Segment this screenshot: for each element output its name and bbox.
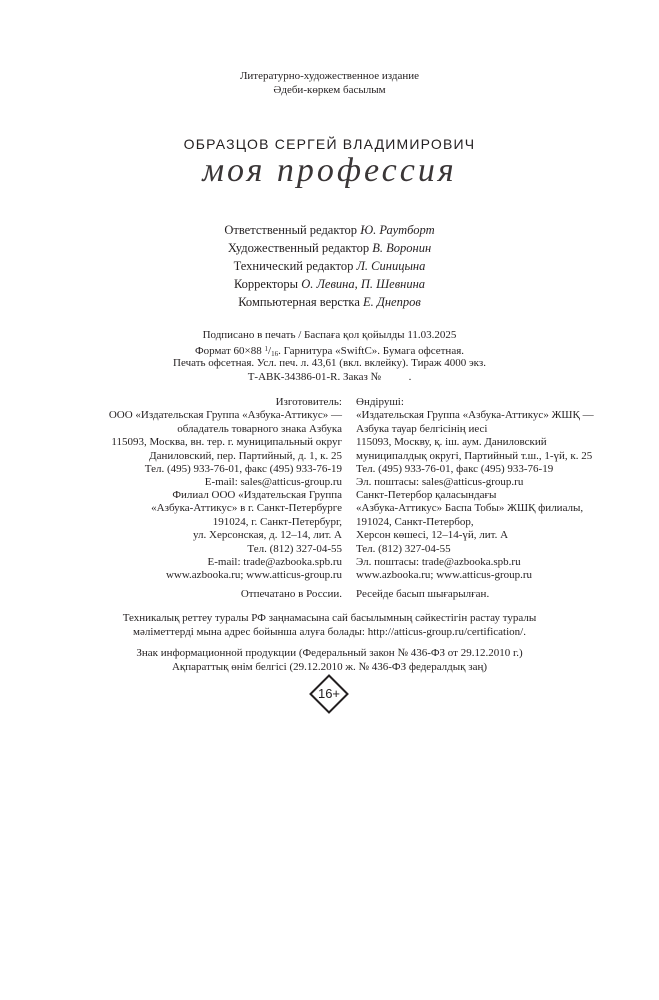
editor-role: Корректоры [233,277,299,291]
certification-url: мәліметтерді мына адрес бойынша алуға болады: http://atticus-group.ru/certification/. [133,626,526,638]
branch-line: 191024, г. Санкт-Петербург, [212,515,342,528]
editor-role: Художественный редактор [227,241,370,255]
manufacturer-line: «Издательская Группа «Азбука-Аттикус» ЖШҚ — [356,409,594,422]
manufacturer-label: Өндіруші: [356,396,404,408]
printed-in-ru: Отпечатано в России. [240,588,342,600]
format-denominator: 16 [271,350,279,358]
format-suffix: . Гарнитура «SwiftC». Бумага офсетная. [278,345,465,357]
branch-line: Тел. (812) 327-04-55 [356,542,451,555]
edition-type-kz: Әдеби-көркем басылым [273,84,386,96]
editor-name: Ю. Раутборт [360,223,435,237]
info-sign-kz: Ақпараттық өнім белгісі (29.12.2010 ж. № 436-ФЗ федералдық заң) [171,661,488,673]
manufacturer-line: E-mail: sales@atticus-group.ru [204,476,342,489]
format-numerator: 1 [264,345,269,353]
branch-line: Херсон көшесі, 12–14-үй, лит. А [356,529,509,542]
book-title: моя профессия [202,152,457,189]
editor-role: Технический редактор [233,259,354,273]
branch-line: 191024, Санкт-Петербор, [356,515,474,528]
manufacturer-line: Тел. (495) 933-76-01, факс (495) 933-76-19 [356,463,554,476]
branch-line: Тел. (812) 327-04-55 [247,542,342,555]
certification-line: Техникалық реттеу туралы РФ заңнамасына сай басылымның сәйкестігін растау туралы [122,612,537,624]
editor-name: Е. Днепров [363,295,421,309]
editor-role: Ответственный редактор [224,223,358,237]
manufacturer-line: обладатель товарного знака Азбука [177,422,342,435]
branch-kz [356,489,583,569]
print-order: Т-АВК-34386-01-R. Заказ № . [247,371,412,383]
print-format: Формат 60×88 $^1/_{16}$. Гарнитура «SwiftC». Бумага офсетная. [194,345,465,358]
branch-line: Филиал ООО «Издательская Группа [172,489,342,501]
print-signed: Подписано в печать / Баспаға қол қойылды 11.03.2025 [202,329,457,341]
editor-name: Л. Синицына [356,259,426,273]
branch-line: E-mail: trade@azbooka.spb.ru [207,556,342,569]
editor-technical [0,257,659,275]
manufacturer-line: Азбука тауар белгісінің иесі [356,422,488,435]
websites-kz[interactable]: www.azbooka.ru; www.atticus-group.ru [356,569,533,581]
manufacturer-line: ООО «Издательская Группа «Азбука-Аттикус» — [108,409,342,422]
manufacturer-ru [109,396,342,490]
manufacturer-line: 115093, Москва, вн. тер. г. муниципальный округ [111,436,342,449]
format-prefix: Формат 60×88 [194,345,262,357]
edition-type: Литературно-художественное издание [239,70,420,82]
branch-ru [151,489,342,569]
editor-role: Компьютерная верстка [238,295,360,309]
age-rating-label: 16+ [317,686,341,701]
order-number: Т-АВК-34386-01-R. Заказ № [247,371,382,383]
editor-name: В. Воронин [372,241,432,255]
websites-ru[interactable]: www.azbooka.ru; www.atticus-group.ru [165,569,342,581]
branch-line: Санкт-Петербор қаласындағы [356,489,497,501]
manufacturer-line: 115093, Москву, қ. іш. аум. Даниловский [356,436,547,449]
branch-line: «Азбука-Аттикус» Баспа Тобы» ЖШҚ филиалы, [356,502,584,515]
editor-proofreaders [0,275,659,293]
branch-line: Эл. поштасы: trade@azbooka.spb.ru [356,556,521,569]
author-name: ОБРАЗЦОВ СЕРГЕЙ ВЛАДИМИРОВИЧ [183,136,476,152]
editor-layout [0,293,659,311]
branch-line: ул. Херсонская, д. 12–14, лит. А [193,529,342,542]
printed-in-kz: Ресейде басып шығарылған. [356,588,490,600]
editor-art [0,239,659,257]
manufacturer-line: Тел. (495) 933-76-01, факс (495) 933-76-19 [144,463,342,476]
manufacturer-line: муниципалдық округі, Партийный т.ш., 1-үй, к. 25 [356,449,593,462]
editor-name: О. Левина, П. Шевнина [301,277,426,291]
branch-line: «Азбука-Аттикус» в г. Санкт-Петербурге [151,502,342,515]
info-sign-ru: Знак информационной продукции (Федеральный закон № 436-ФЗ от 29.12.2010 г.) [136,647,523,659]
print-details: Печать офсетная. Усл. печ. л. 43,61 (вкл. вклейку). Тираж 4000 экз. [173,357,486,369]
manufacturer-label: Изготовитель: [275,396,342,408]
manufacturer-line: Эл. поштасы: sales@atticus-group.ru [356,476,524,489]
manufacturer-kz [356,396,594,490]
editor-responsible [0,221,659,239]
manufacturer-line: Даниловский, пер. Партийный, д. 1, к. 25 [149,449,342,462]
